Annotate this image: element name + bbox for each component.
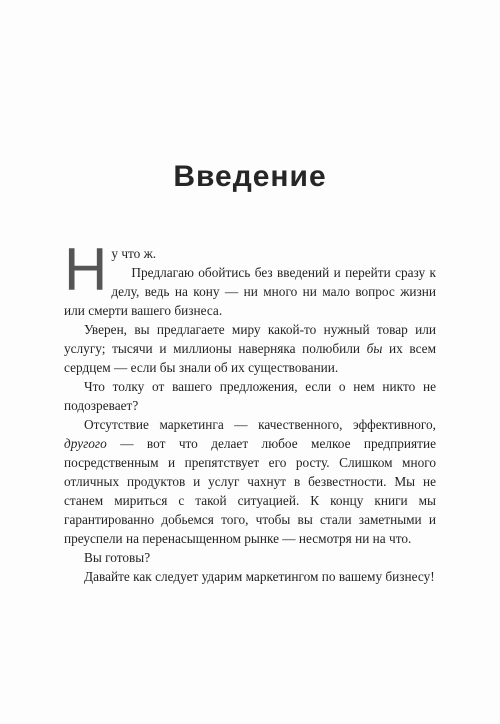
drop-cap: Н	[64, 236, 108, 303]
chapter-body	[64, 236, 436, 586]
paragraph-3: Что толку от вашего предложения, если о нем никто не подозревает?	[64, 379, 436, 413]
chapter-title: Введение	[173, 160, 327, 193]
paragraph-2-part-b: их всем сердцем — если бы знали об их существовании.	[64, 341, 436, 375]
opening-lead: у что ж.	[111, 246, 157, 261]
paragraph-6: Давайте как следует ударим маркетингом по вашему бизнесу!	[84, 569, 435, 584]
paragraph-4-part-a: Отсутствие маркетинга — качественного, эффективного,	[84, 417, 436, 432]
paragraph-5: Вы готовы?	[84, 550, 151, 565]
paragraph-opening	[64, 244, 436, 263]
paragraph-4-emphasis: другого	[64, 436, 107, 451]
paragraph-4-part-b: — вот что делает любое мелкое предприятие посредственным и препятствует его росту. Слишком много отличных продуктов и услуг чахнут в безвестности. Мы не станем мириться с такой ситуацией. К концу книги мы гарантированно добьемся того, чтобы вы стали заметными и преуспели на перенасыщенном рынке — несмотря ни на что.	[64, 436, 436, 546]
paragraph-1: Предлагаю обойтись без введений и перейти сразу к делу, ведь на кону — ни много ни мало вопрос жизни или смерти вашего бизнеса.	[64, 265, 436, 318]
paragraph-2-part-a: Уверен, вы предлагаете миру какой-то нужный товар или услугу; тысячи и миллионы наверняка полюбили	[64, 322, 436, 356]
paragraph-2	[64, 320, 436, 377]
paragraph-2-emphasis: бы	[366, 341, 383, 356]
paragraph-4	[64, 415, 436, 548]
